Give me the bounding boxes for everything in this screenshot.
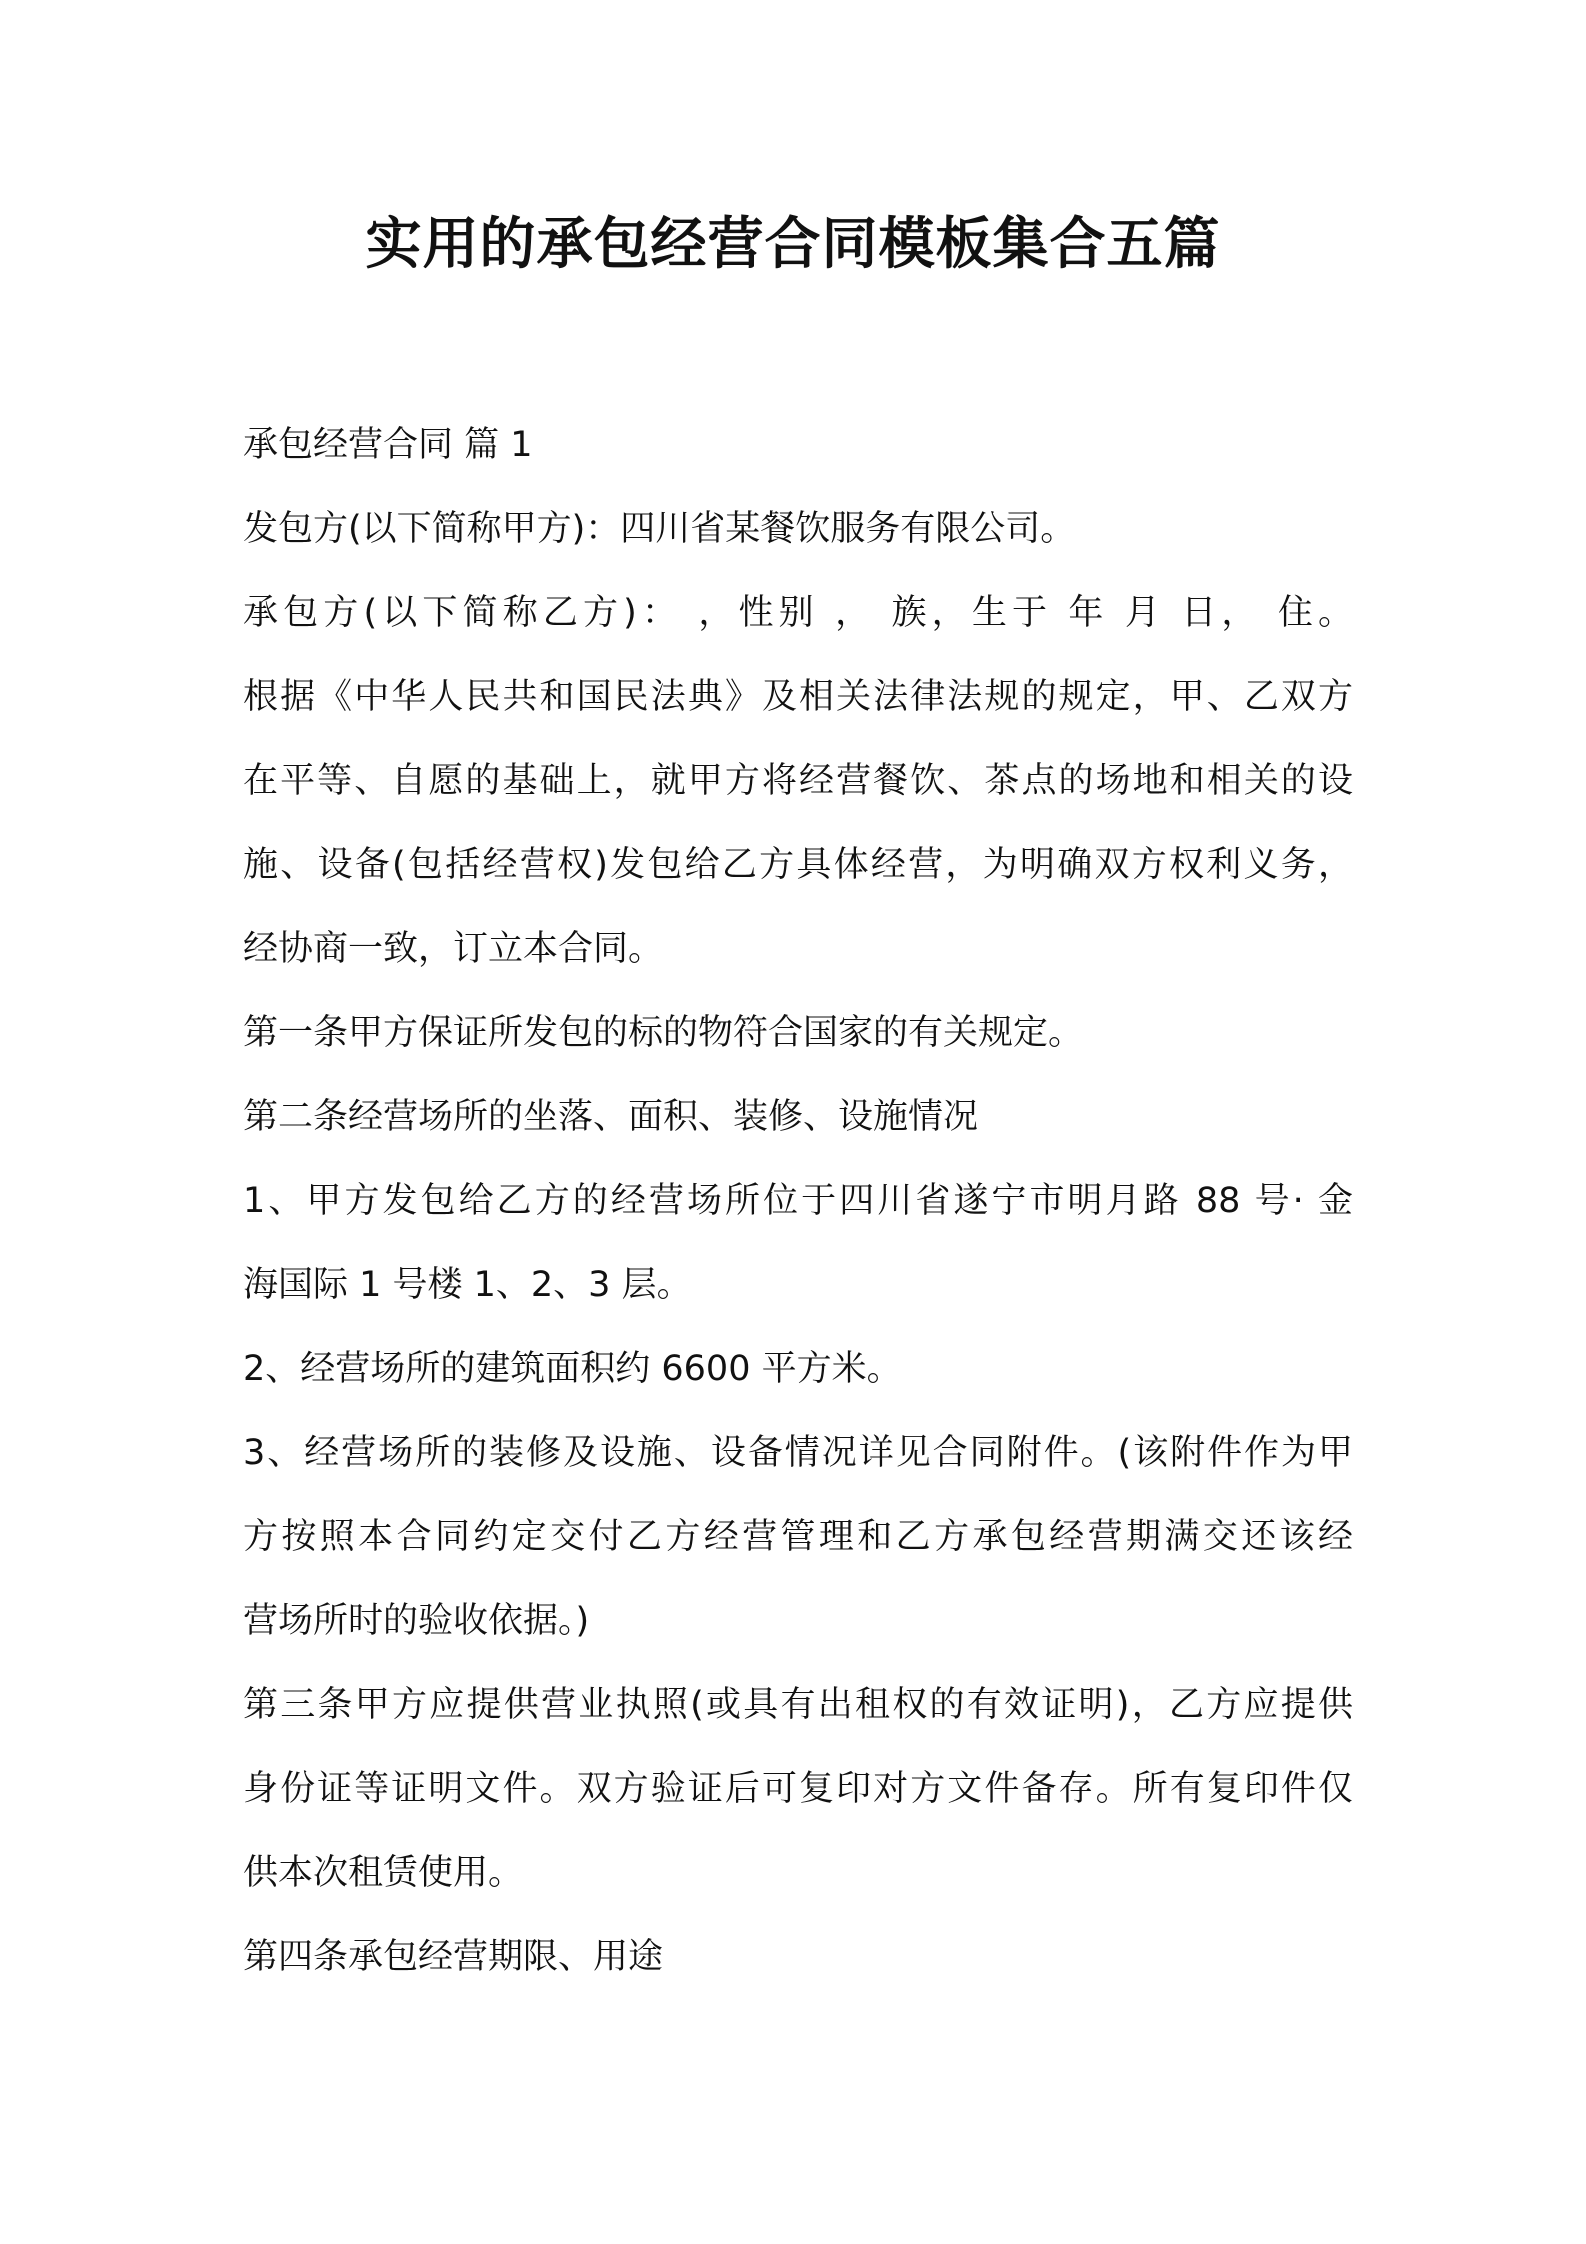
article-2-item-3-line-3: 营场所时的验收依据。) <box>243 1601 590 1641</box>
preamble-line-1: 根据《中华人民共和国民法典》及相关法律法规的规定，甲、乙双方 <box>243 677 1353 717</box>
article-3-line-2: 身份证等证明文件。双方验证后可复印对方文件备存。所有复印件仅 <box>243 1769 1353 1809</box>
document-body <box>243 403 1363 1999</box>
article-2-item-3-line-1: 3、经营场所的装修及设施、设备情况详见合同附件。(该附件作为甲 <box>243 1433 1353 1473</box>
preamble-line-2: 在平等、自愿的基础上，就甲方将经营餐饮、茶点的场地和相关的设 <box>243 761 1353 801</box>
document-title: 实用的承包经营合同模板集合五篇 <box>365 212 1221 277</box>
preamble-line-4: 经协商一致，订立本合同。 <box>243 929 664 969</box>
article-2-item-2: 2、经营场所的建筑面积约 6600 平方米。 <box>243 1349 902 1389</box>
article-3-line-1: 第三条甲方应提供营业执照(或具有出租权的有效证明)，乙方应提供 <box>243 1685 1353 1725</box>
article-1-line: 第一条甲方保证所发包的标的物符合国家的有关规定。 <box>243 1013 1084 1053</box>
party-a-line: 发包方(以下简称甲方)：四川省某餐饮服务有限公司。 <box>243 509 1076 549</box>
preamble-line-3: 施、设备(包括经营权)发包给乙方具体经营，为明确双方权利义务， <box>243 845 1353 885</box>
article-2-heading: 第二条经营场所的坐落、面积、装修、设施情况 <box>243 1097 979 1137</box>
party-b-line: 承包方(以下简称乙方)： ，性别 ， 族，生于 年 月 日， 住。 <box>243 593 1353 633</box>
article-4-heading: 第四条承包经营期限、用途 <box>243 1937 664 1977</box>
section-heading-part-1: 承包经营合同 篇 1 <box>243 425 533 465</box>
article-3-line-3: 供本次租赁使用。 <box>243 1853 524 1893</box>
article-2-item-1-line-2: 海国际 1 号楼 1、2、3 层。 <box>243 1265 692 1305</box>
article-2-item-1-line-1: 1、甲方发包给乙方的经营场所位于四川省遂宁市明月路 88 号· 金 <box>243 1181 1353 1221</box>
article-2-item-3-line-2: 方按照本合同约定交付乙方经营管理和乙方承包经营期满交还该经 <box>243 1517 1353 1557</box>
